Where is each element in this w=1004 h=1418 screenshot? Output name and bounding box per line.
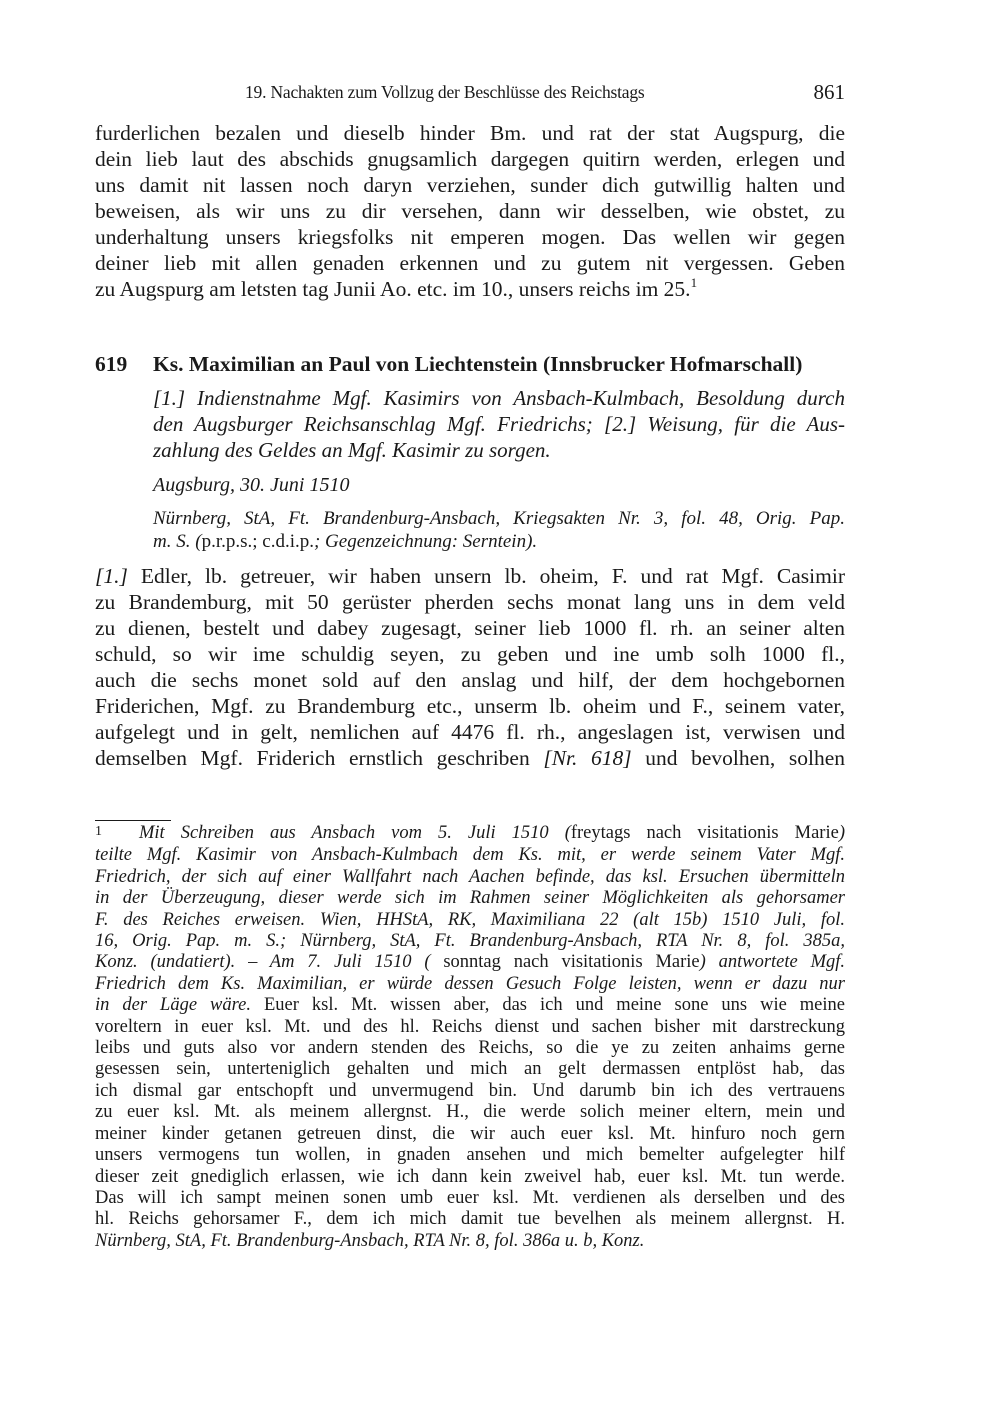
text-line: schuld, so wir ime schuldig seyen, zu geben und ine umb solh 1000 fl., — [95, 642, 845, 666]
footnote-line: Friedrich, der sich auf einer Wallfahrt nach Aachen befinde, das ksl. Ersuchen übermitteln — [95, 866, 845, 887]
text-line: underhaltung unsers kriegsfolks nit emperen mogen. Das wellen wir gegen — [95, 225, 845, 249]
text-line: uns damit nit lassen noch daryn verziehen, sunder dich gutwillig halten und — [95, 173, 845, 197]
text-line: Friderichen, Mgf. zu Brandemburg etc., unserm lb. oheim und F., seinem vater, — [95, 694, 845, 718]
text-line-content: und bevolhen, solhen — [631, 746, 845, 770]
text-line: aufgelegt und in gelt, nemlichen auf 4476 fl. rh., angeslagen ist, verwisen und — [95, 720, 845, 744]
text-line: zu Brandemburg, mit 50 gerüster pherden sechs monat lang uns in dem veld — [95, 590, 845, 614]
footnote-quote: Euer ksl. Mt. wissen aber, das ich und meine sone uns wie meine — [250, 995, 845, 1016]
footnote-line: Das will ich sampt meinen sonen umb euer ksl. Mt. verdienen als derselben und des — [95, 1187, 845, 1208]
footnote-line: unsers vermogens tun wollen, in gnaden ansehen und mich bemelter aufgelegter hilf — [95, 1145, 845, 1166]
footnote-line: leibs und guts also vor andern stenden des Reichs, so die ye zu zeiten anhaims gerne — [95, 1038, 845, 1059]
text-line: deiner lieb mit allen genaden erkennen und zu gutem nit vergessen. Geben — [95, 251, 845, 275]
document-title: Ks. Maximilian an Paul von Liechtenstein (Innsbrucker Hofmarschall) — [153, 352, 803, 376]
running-head — [95, 80, 845, 106]
regest-line: zahlung des Geldes an Mgf. Kasimir zu sorgen. — [153, 438, 551, 462]
footnote-line: hl. Reichs gehorsamer F., dem ich mich damit tue bevelhen als meinem allergnst. H. — [95, 1209, 845, 1230]
text-line-content: zu Augspurg am letsten tag Junii Ao. etc. im 10., unsers reichs im 25. — [95, 277, 691, 301]
footnote-italic: ) antwortete Mgf. — [699, 952, 845, 973]
footnote-italic: ) — [838, 823, 845, 843]
footnote-line: Friedrich dem Ks. Maximilian, er würde dessen Gesuch Folge leisten, wenn er dazu nur — [95, 973, 845, 994]
running-title: 19. Nachakten zum Vollzug der Beschlüsse des Reichstags — [245, 82, 645, 102]
footnote-line: 16, Orig. Pap. m. S.; Nürnberg, StA, Ft. Brandenburg-Ansbach, RTA Nr. 8, fol. 385a, — [95, 931, 845, 952]
footnote-line: Nürnberg, StA, Ft. Brandenburg-Ansbach, RTA Nr. 8, fol. 386a u. b, Konz. — [95, 1230, 645, 1251]
text-line — [95, 745, 845, 771]
footnote-quote: sonntag nach visitationis Marie — [430, 952, 700, 973]
footnote-line: gesessen sein, unterteniglich gehalten und mich an gelt dermassen entplöst hab, das — [95, 1059, 845, 1080]
source-text: m. S. ( — [153, 531, 202, 552]
place-date: Augsburg, 30. Juni 1510 — [153, 474, 350, 496]
regest-line: [1.] Indienstnahme Mgf. Kasimirs von Ansbach-Kulmbach, Besoldung durch — [153, 386, 845, 410]
footnote-line — [95, 823, 845, 845]
text-line — [95, 563, 845, 589]
regest-line: den Augsburger Reichsanschlag Mgf. Friedrichs; [2.] Weisung, für die Aus- — [153, 412, 845, 436]
main-paragraph — [95, 563, 845, 771]
text-line: auch die sechs monet sold auf den anslag und hilf, der dem hochgebornen — [95, 668, 845, 692]
source-abbrev: p.r.p.s.; c.d.i.p. — [201, 531, 314, 552]
text-line-content: Edler, lb. getreuer, wir haben unsern lb. oheim, F. und rat Mgf. Casimir — [127, 564, 845, 588]
footnote-line: zu euer ksl. Mt. als meinem allergnst. H., die werde solich meiner eltern, mein und — [95, 1102, 845, 1123]
footnote-reference[interactable]: 1 — [690, 275, 698, 290]
footnote-line: F. des Reiches erweisen. Wien, HHStA, RK, Maximiliana 22 (alt 15b) 1510 Juli, fol. — [95, 909, 845, 930]
text-line — [95, 276, 845, 305]
continued-paragraph — [95, 120, 845, 305]
text-line: dein lieb laut des abschids gnugsamlich dargegen quitirn werden, erlegen und — [95, 147, 845, 171]
document-regest — [153, 385, 845, 463]
text-line: zu dienen, bestelt und dabey zugesagt, seiner lieb 1000 fl. rh. an seiner alten — [95, 616, 845, 640]
footnote-line: dieser zeit gnediglich erlassen, wie ich dann kein zweivel hab, euer ksl. Mt. tun werde. — [95, 1166, 845, 1187]
footnote-line — [95, 995, 845, 1016]
footnote-line — [95, 952, 845, 973]
footnote-quote: freytags nach visitationis Marie — [570, 823, 839, 843]
footnote-line: teilte Mgf. Kasimir von Ansbach-Kulmbach dem Ks. mit, er werde seinem Vater Mgf. — [95, 845, 845, 866]
footnote-line: in der Überzeugung, dieser werde sich im Rahmen seiner Möglichkeiten als gehorsamer — [95, 888, 845, 909]
footnote-italic: Konz. (undatiert). – Am 7. Juli 1510 ( — [95, 952, 431, 973]
source-text: ; Gegenzeichnung: Serntein). — [313, 531, 538, 552]
source-citation — [153, 507, 845, 553]
text-line-content: demselben Mgf. Friderich ernstlich geschriben — [95, 746, 544, 770]
footnote-line: meiner kinder getanen getreuen dinst, die wir auch euer ksl. Mt. hinfuro noch gern — [95, 1123, 845, 1144]
page-number: 861 — [813, 80, 845, 104]
footnote — [95, 823, 845, 1252]
footnote-line: voreltern in euer ksl. Mt. und des hl. Reichs dienst und sachen bisher mit darstreckung — [95, 1016, 845, 1037]
footnote-italic: in der Läge wäre. — [95, 995, 251, 1016]
section-marker: [1.] — [95, 564, 128, 588]
footnote-line: ich dismal gar entschopft und unvermugend bin. Und darumb bin ich des vertrauens — [95, 1080, 845, 1101]
source-line — [153, 530, 845, 553]
footnote-italic: Mit Schreiben aus Ansbach vom 5. Juli 1510 ( — [139, 823, 571, 843]
text-line: beweisen, als wir uns zu dir versehen, dann wir desselben, wie obstet, zu — [95, 199, 845, 223]
footnote-number: 1 — [95, 824, 102, 839]
source-line: Nürnberg, StA, Ft. Brandenburg-Ansbach, Kriegsakten Nr. 3, fol. 48, Orig. Pap. — [153, 508, 845, 529]
cross-reference-link[interactable]: [Nr. 618] — [543, 746, 632, 770]
text-line: furderlichen bezalen und dieselb hinder Bm. und rat der stat Augspurg, die — [95, 121, 845, 145]
document-number: 619 — [95, 352, 128, 376]
